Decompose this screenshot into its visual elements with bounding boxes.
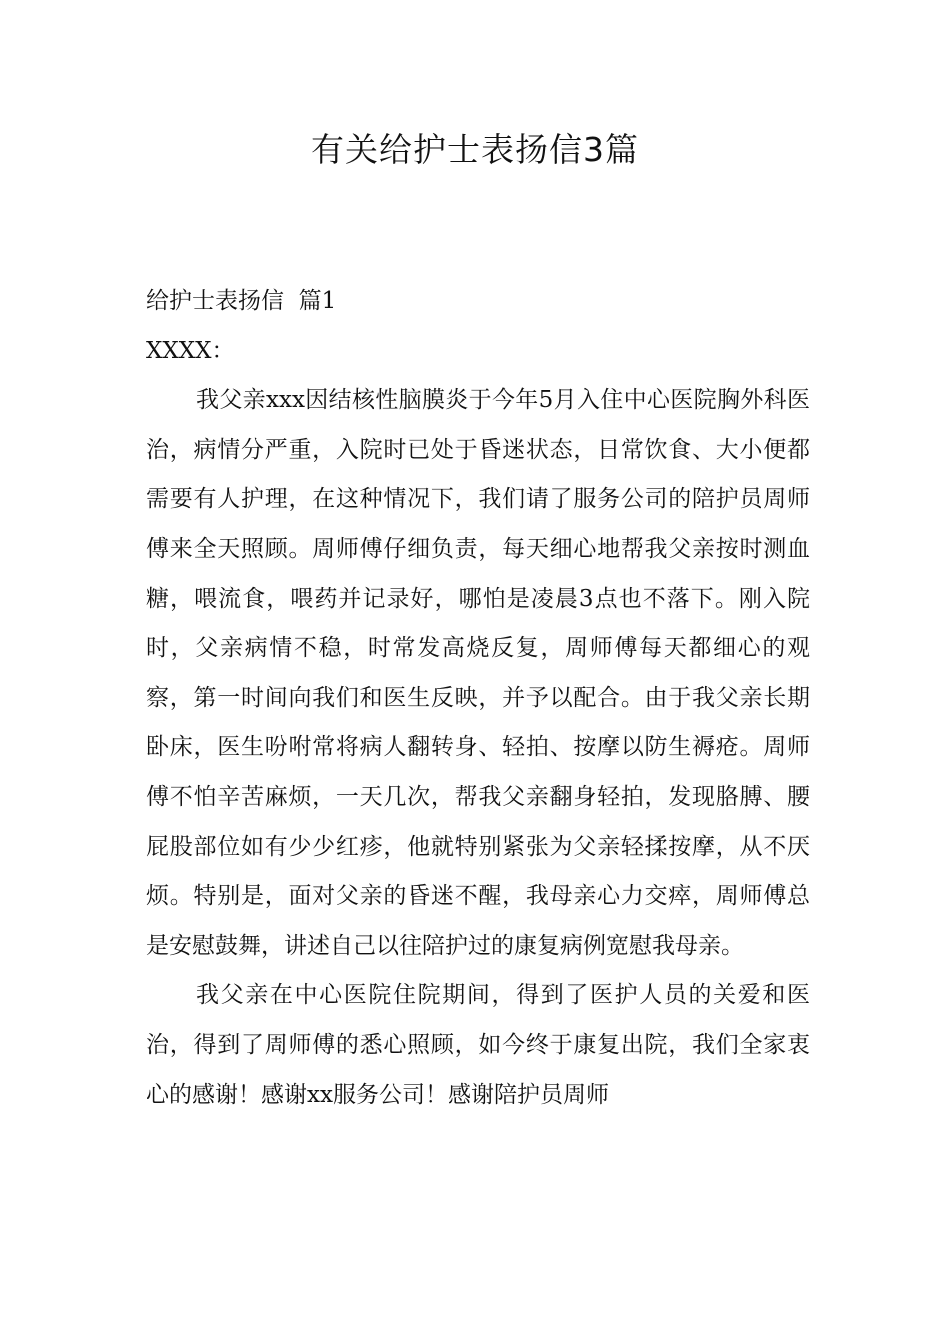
- body-paragraph-1: 我父亲xxx因结核性脑膜炎于今年5月入住中心医院胸外科医治，病情分严重，入院时已处于昏迷状态，日常饮食、大小便都需要有人护理，在这种情况下，我们请了服务公司的陪护员周师傅来全天照顾。周师傅仔细负责，每天细心地帮我父亲按时测血糖，喂流食，喂药并记录好，哪怕是凌晨3点也不落下。刚入院时，父亲病情不稳，时常发高烧反复，周师傅每天都细心的观察，第一时间向我们和医生反映，并予以配合。由于我父亲长期卧床，医生吩咐常将病人翻转身、轻拍、按摩以防生褥疮。周师傅不怕辛苦麻烦，一天几次，帮我父亲翻身轻拍，发现胳膊、腰屁股部位如有少少红疹，他就特别紧张为父亲轻揉按摩，从不厌烦。特别是，面对父亲的昏迷不醒，我母亲心力交瘁，周师傅总是安慰鼓舞，讲述自己以往陪护过的康复病例宽慰我母亲。: [146, 387, 810, 959]
- document-body: [146, 277, 810, 1120]
- salutation: XXXX：: [146, 337, 235, 364]
- section-heading: 给护士表扬信 篇1: [146, 288, 337, 314]
- document-title: 有关给护士表扬信3篇: [311, 130, 639, 169]
- body-paragraph-2: 我父亲在中心医院住院期间，得到了医护人员的关爱和医治，得到了周师傅的悉心照顾，如今终于康复出院，我们全家衷心的感谢！感谢xx服务公司！感谢陪护员周师: [146, 982, 810, 1108]
